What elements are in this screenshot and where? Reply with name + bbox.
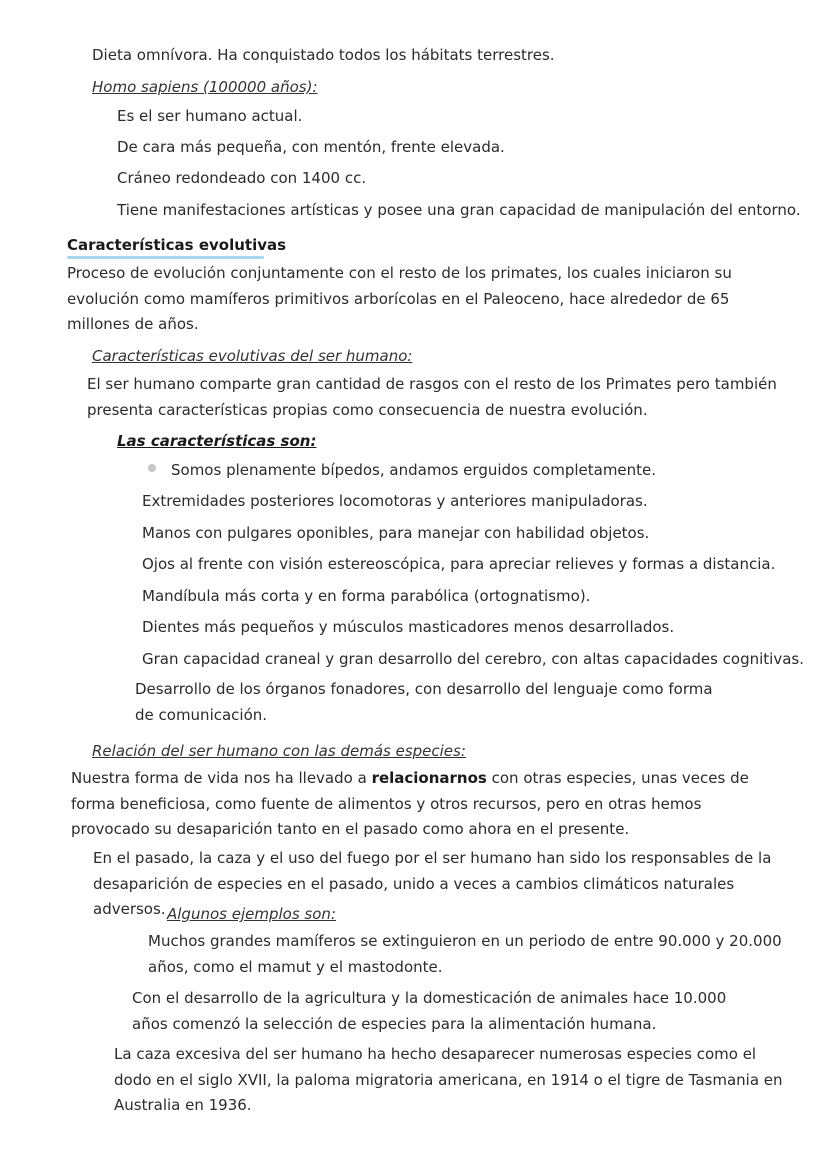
trait-item: Extremidades posteriores locomotoras y anteriores manipuladoras. <box>142 492 648 510</box>
evolution-intro: Proceso de evolución conjuntamente con el resto de los primates, los cuales iniciaron su evolución como mamíferos primitivos arborícolas en el Paleoceno, hace alrededor de 65 millones de años. <box>67 264 732 333</box>
past-paragraph: En el pasado, la caza y el uso del fuego por el ser humano han sido los responsables de la desaparición de especies en el pasado, unido a veces a cambios climáticos naturales adversos. <box>93 849 772 918</box>
trait-item: Mandíbula más corta y en forma parabólica (ortognatismo). <box>142 587 591 605</box>
diet-line: Dieta omnívora. Ha conquistado todos los hábitats terrestres. <box>92 46 555 64</box>
relation-bold-word: relacionarnos <box>371 769 487 787</box>
traits-title: Las características son: <box>117 432 317 450</box>
heading-underline <box>67 256 264 259</box>
relation-intro: Nuestra forma de vida nos ha llevado a relacionarnos con otras especies, unas veces de forma beneficiosa, como fuente de alimentos y otros recursos, pero en otras hemos provocado su desaparición tanto en el pasado como ahora en el presente. <box>71 769 749 838</box>
trait-item: Dientes más pequeños y músculos masticadores menos desarrollados. <box>142 618 675 636</box>
human-evolution-intro: El ser humano comparte gran cantidad de rasgos con el resto de los Primates pero también presenta características propias como consecuencia de nuestra evolución. <box>87 375 777 419</box>
relation-title: Relación del ser humano con las demás especies: <box>92 742 466 760</box>
trait-item-last: Desarrollo de los órganos fonadores, con desarrollo del lenguaje como forma de comunicación. <box>135 680 713 724</box>
example-item: La caza excesiva del ser humano ha hecho desaparecer numerosas especies como el dodo en el siglo XVII, la paloma migratoria americana, en 1914 o el tigre de Tasmania en Australia en 1936. <box>114 1045 783 1114</box>
human-evolution-title: Características evolutivas del ser humano: <box>92 347 413 365</box>
homo-sapiens-title: Homo sapiens (100000 años): <box>92 78 318 96</box>
trait-item: Somos plenamente bípedos, andamos erguidos completamente. <box>171 461 657 479</box>
examples-title: Algunos ejemplos son: <box>167 905 336 923</box>
trait-item: Manos con pulgares oponibles, para manejar con habilidad objetos. <box>142 524 650 542</box>
sapiens-item: Cráneo redondeado con 1400 cc. <box>117 169 367 187</box>
example-item: Muchos grandes mamíferos se extinguieron en un periodo de entre 90.000 y 20.000 años, como el mamut y el mastodonte. <box>148 932 782 976</box>
sapiens-item: Tiene manifestaciones artísticas y posee una gran capacidad de manipulación del entorno. <box>117 201 801 219</box>
section-heading: Características evolutivas <box>67 236 287 254</box>
trait-item: Gran capacidad craneal y gran desarrollo del cerebro, con altas capacidades cognitivas. <box>142 650 804 668</box>
trait-item: Ojos al frente con visión estereoscópica, para apreciar relieves y formas a distancia. <box>142 555 776 573</box>
sapiens-item: De cara más pequeña, con mentón, frente elevada. <box>117 138 505 156</box>
sapiens-item: Es el ser humano actual. <box>117 107 303 125</box>
bullet-icon <box>148 464 156 472</box>
example-item: Con el desarrollo de la agricultura y la domesticación de animales hace 10.000 años comenzó la selección de especies para la alimentación humana. <box>132 989 727 1033</box>
